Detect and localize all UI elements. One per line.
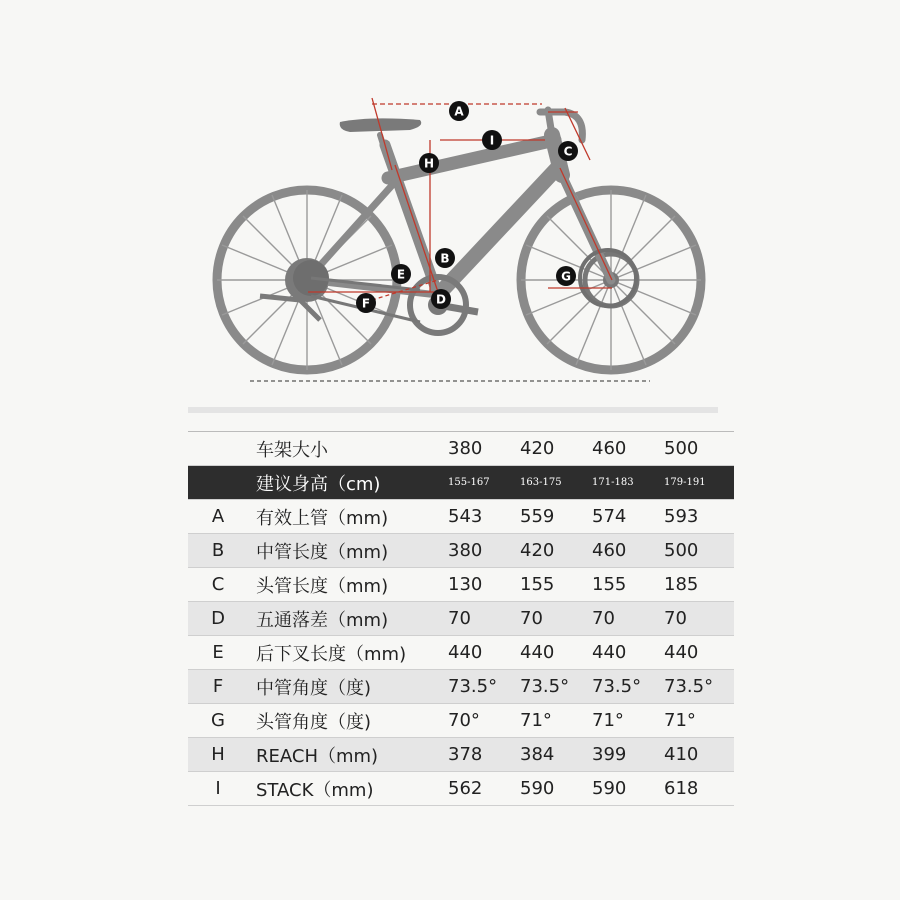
row-key: E xyxy=(188,636,248,670)
row-key: C xyxy=(188,568,248,602)
row-value: 185 xyxy=(662,568,734,602)
row-value: 590 xyxy=(590,772,662,806)
marker-E xyxy=(391,264,411,284)
section-divider xyxy=(188,407,718,413)
table-row xyxy=(188,500,734,534)
table-row xyxy=(188,568,734,602)
marker-C xyxy=(558,141,578,161)
marker-I xyxy=(482,130,502,150)
marker-D xyxy=(431,289,451,309)
row-key: B xyxy=(188,534,248,568)
svg-text:D: D xyxy=(436,292,446,307)
table-row xyxy=(188,432,734,466)
row-value: 130 xyxy=(446,568,518,602)
table-row xyxy=(188,670,734,704)
row-value: 179-191 xyxy=(662,466,734,500)
table-row xyxy=(188,602,734,636)
row-value: 70 xyxy=(662,602,734,636)
row-value: 73.5° xyxy=(590,670,662,704)
row-value: 73.5° xyxy=(662,670,734,704)
row-value: 440 xyxy=(518,636,590,670)
row-value: 380 xyxy=(446,432,518,466)
row-value: 440 xyxy=(590,636,662,670)
bike-geometry-diagram xyxy=(0,0,900,400)
row-name: 中管长度（mm) xyxy=(248,534,446,568)
row-value: 70 xyxy=(446,602,518,636)
row-name: 后下叉长度（mm) xyxy=(248,636,446,670)
row-value: 543 xyxy=(446,500,518,534)
row-name: 中管角度（度) xyxy=(248,670,446,704)
row-value: 593 xyxy=(662,500,734,534)
row-value: 440 xyxy=(662,636,734,670)
row-key: I xyxy=(188,772,248,806)
row-name: 头管长度（mm) xyxy=(248,568,446,602)
row-value: 420 xyxy=(518,534,590,568)
row-value: 399 xyxy=(590,738,662,772)
row-name: STACK（mm) xyxy=(248,772,446,806)
row-value: 71° xyxy=(518,704,590,738)
table-row xyxy=(188,772,734,806)
row-name: 有效上管（mm) xyxy=(248,500,446,534)
row-value: 410 xyxy=(662,738,734,772)
geometry-table xyxy=(188,431,734,806)
row-value: 562 xyxy=(446,772,518,806)
marker-H xyxy=(419,153,439,173)
row-value: 380 xyxy=(446,534,518,568)
svg-text:C: C xyxy=(563,144,573,159)
row-value: 618 xyxy=(662,772,734,806)
row-value: 71° xyxy=(590,704,662,738)
row-value: 73.5° xyxy=(446,670,518,704)
table-row xyxy=(188,534,734,568)
row-value: 71° xyxy=(662,704,734,738)
row-key: A xyxy=(188,500,248,534)
row-value: 155-167 xyxy=(446,466,518,500)
row-name: 车架大小 xyxy=(248,432,446,466)
row-value: 384 xyxy=(518,738,590,772)
row-key: H xyxy=(188,738,248,772)
row-value: 420 xyxy=(518,432,590,466)
row-value: 440 xyxy=(446,636,518,670)
row-name: 头管角度（度) xyxy=(248,704,446,738)
row-value: 70 xyxy=(518,602,590,636)
row-name: 建议身高（cm) xyxy=(248,466,446,500)
marker-F xyxy=(356,293,376,313)
row-value: 163-175 xyxy=(518,466,590,500)
row-value: 155 xyxy=(518,568,590,602)
marker-A xyxy=(449,101,469,121)
svg-text:G: G xyxy=(561,269,571,284)
row-value: 460 xyxy=(590,534,662,568)
row-name: REACH（mm) xyxy=(248,738,446,772)
svg-text:F: F xyxy=(361,296,371,311)
svg-text:I: I xyxy=(489,133,495,148)
row-key: G xyxy=(188,704,248,738)
svg-text:E: E xyxy=(396,267,406,282)
row-name: 五通落差（mm) xyxy=(248,602,446,636)
row-value: 70° xyxy=(446,704,518,738)
table-row xyxy=(188,704,734,738)
row-value: 500 xyxy=(662,534,734,568)
row-value: 559 xyxy=(518,500,590,534)
svg-text:A: A xyxy=(454,104,464,119)
marker-G xyxy=(556,266,576,286)
svg-text:B: B xyxy=(440,251,450,266)
svg-text:H: H xyxy=(423,156,435,171)
row-key xyxy=(188,466,248,500)
row-key: D xyxy=(188,602,248,636)
marker-B xyxy=(435,248,455,268)
row-value: 171-183 xyxy=(590,466,662,500)
row-value: 73.5° xyxy=(518,670,590,704)
row-value: 460 xyxy=(590,432,662,466)
row-value: 70 xyxy=(590,602,662,636)
table-row xyxy=(188,636,734,670)
row-key xyxy=(188,432,248,466)
row-key: F xyxy=(188,670,248,704)
table-row xyxy=(188,738,734,772)
table-row xyxy=(188,466,734,500)
row-value: 590 xyxy=(518,772,590,806)
row-value: 378 xyxy=(446,738,518,772)
row-value: 155 xyxy=(590,568,662,602)
row-value: 574 xyxy=(590,500,662,534)
row-value: 500 xyxy=(662,432,734,466)
